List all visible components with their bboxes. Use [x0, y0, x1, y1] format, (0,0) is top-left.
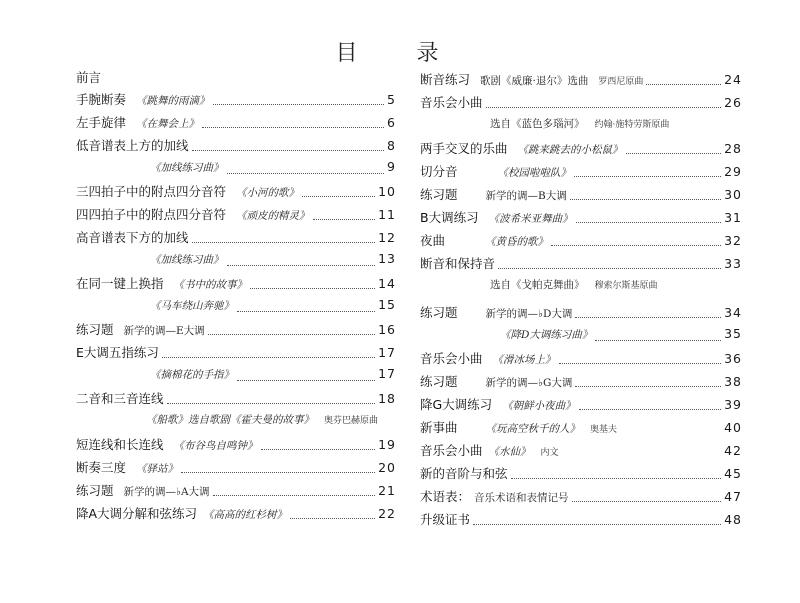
- toc-subtitle: 《书中的故事》: [173, 279, 248, 291]
- toc-entry[interactable]: [420, 326, 742, 349]
- leader-dots: [576, 222, 722, 223]
- toc-page-number: 30: [724, 187, 742, 202]
- toc-entry[interactable]: [420, 254, 742, 277]
- leader-dots: [162, 357, 375, 358]
- toc-heading: 新的音阶与和弦: [420, 466, 508, 481]
- toc-subtitle: 新学的调—B大调: [485, 190, 567, 202]
- toc-subtitle: 《船歌》选自歌剧《霍夫曼的故事》: [146, 414, 314, 426]
- leader-dots: [290, 518, 375, 519]
- toc-page-number: 22: [378, 506, 396, 521]
- toc-page-number: 45: [724, 466, 742, 481]
- toc-page-number: 8: [387, 138, 396, 153]
- toc-page-number: 15: [378, 297, 396, 312]
- toc-page-number: 17: [378, 345, 396, 360]
- toc-page-number: 31: [724, 210, 742, 225]
- toc-entry[interactable]: [420, 277, 742, 303]
- toc-page-number: 40: [724, 420, 742, 435]
- toc-page-number: 34: [724, 305, 742, 320]
- toc-heading: 降A大调分解和弦练习: [76, 506, 198, 521]
- leader-dots: [579, 409, 721, 410]
- toc-composer-note: 穆索尔斯基原曲: [594, 281, 658, 291]
- toc-page-number: 10: [378, 184, 396, 199]
- toc-heading: 练习题: [76, 483, 114, 498]
- toc-left-column: [76, 68, 396, 527]
- leader-dots: [261, 449, 376, 450]
- toc-entry[interactable]: [76, 389, 396, 412]
- toc-heading: 高音谱表下方的加线: [76, 230, 189, 245]
- leader-dots: [250, 288, 375, 289]
- toc-entry[interactable]: [76, 228, 396, 251]
- toc-entry[interactable]: [76, 458, 396, 481]
- toc-composer-note: 罗西尼原曲: [598, 77, 644, 87]
- toc-entry[interactable]: [76, 113, 396, 136]
- toc-subtitle: 《跳舞的雨滴》: [136, 95, 210, 107]
- toc-page-number: 9: [387, 159, 396, 174]
- toc-page-number: 47: [724, 489, 742, 504]
- toc-heading: 在同一键上换指: [76, 276, 164, 291]
- toc-subtitle: 《顽皮的精灵》: [236, 210, 310, 222]
- toc-page-number: 17: [378, 366, 396, 381]
- leader-dots: [202, 127, 384, 128]
- toc-entry[interactable]: [76, 251, 396, 274]
- toc-entry[interactable]: [420, 510, 742, 533]
- toc-subtitle: 《加线练习曲》: [150, 162, 224, 174]
- toc-subtitle: 新学的调—♭G大调: [485, 377, 573, 389]
- leader-dots: [575, 317, 721, 318]
- toc-entry[interactable]: [76, 90, 396, 113]
- leader-dots: [595, 340, 721, 341]
- toc-heading: 三四拍子中的附点四分音符: [76, 184, 227, 199]
- toc-heading: 断音练习: [420, 72, 471, 87]
- leader-dots: [208, 334, 375, 335]
- toc-heading: 前言: [76, 70, 102, 85]
- toc-entry[interactable]: [76, 159, 396, 182]
- toc-heading: 手腕断奏: [76, 92, 127, 107]
- toc-subtitle: 《跳来跳去的小松鼠》: [517, 144, 623, 156]
- leader-dots: [473, 524, 721, 525]
- toc-heading: 降G大调练习: [420, 397, 493, 412]
- leader-dots: [213, 104, 385, 105]
- leader-dots: [551, 245, 721, 246]
- toc-entry[interactable]: [420, 395, 742, 418]
- toc-subtitle: 《马车绕山奔驰》: [150, 300, 234, 312]
- page-title: 目 录: [335, 41, 465, 66]
- toc-subtitle: 《降D大调练习曲》: [500, 329, 593, 341]
- toc-heading: 二音和三音连线: [76, 391, 164, 406]
- toc-entry[interactable]: [76, 504, 396, 527]
- toc-subtitle: 《校园啦啦队》: [497, 167, 572, 179]
- toc-heading: 左手旋律: [76, 115, 127, 130]
- leader-dots: [237, 380, 375, 381]
- leader-dots: [570, 199, 721, 200]
- toc-entry[interactable]: [76, 182, 396, 205]
- leader-dots: [626, 153, 722, 154]
- toc-heading: 练习题: [420, 374, 458, 389]
- toc-subtitle: 《滑冰场上》: [492, 354, 556, 366]
- toc-page-number: 39: [724, 397, 742, 412]
- toc-entry[interactable]: [420, 139, 742, 162]
- toc-heading: 升级证书: [420, 512, 471, 527]
- toc-composer-note: 约翰·施特劳斯原曲: [594, 120, 670, 130]
- leader-dots: [237, 311, 375, 312]
- leader-dots: [167, 403, 376, 404]
- toc-subtitle: 《驿站》: [136, 463, 179, 475]
- toc-entry[interactable]: [420, 441, 742, 464]
- leader-dots: [213, 495, 376, 496]
- toc-heading: 夜曲: [420, 233, 446, 248]
- toc-entry[interactable]: [76, 343, 396, 366]
- toc-entry[interactable]: [420, 303, 742, 326]
- toc-page-number: 33: [724, 256, 742, 271]
- toc-entry[interactable]: [420, 116, 742, 139]
- toc-heading: 音乐会小曲: [420, 351, 483, 366]
- toc-page-number: 5: [387, 92, 396, 107]
- toc-composer-note: 内文: [540, 448, 559, 458]
- toc-page-number: 38: [724, 374, 742, 389]
- toc-page-number: 12: [378, 230, 396, 245]
- toc-heading: 新事曲: [420, 420, 458, 435]
- leader-dots: [313, 219, 376, 220]
- toc-subtitle: 音乐术语和表情记号: [474, 492, 569, 504]
- toc-page-number: 13: [378, 251, 396, 266]
- toc-composer-note: 奥芬巴赫原曲: [324, 416, 379, 426]
- toc-entry[interactable]: [420, 162, 742, 185]
- toc-page-number: 18: [378, 391, 396, 406]
- toc-subtitle: 《波希米亚舞曲》: [488, 213, 573, 225]
- leader-dots: [498, 268, 721, 269]
- toc-entry[interactable]: [420, 372, 742, 395]
- toc-page-number: 11: [378, 207, 396, 222]
- toc-subtitle: 《高高的红杉树》: [203, 509, 288, 521]
- toc-page-number: 48: [724, 512, 742, 527]
- leader-dots: [486, 107, 722, 108]
- leader-dots: [562, 455, 722, 456]
- toc-heading: 断奏三度: [76, 460, 127, 475]
- toc-page-number: 21: [378, 483, 396, 498]
- leader-dots: [227, 173, 385, 174]
- toc-page-number: 28: [724, 141, 742, 156]
- leader-dots: [574, 176, 721, 177]
- toc-page-number: 14: [378, 276, 396, 291]
- toc-subtitle: 《水仙》: [488, 446, 531, 458]
- toc-subtitle: 《在舞会上》: [136, 118, 200, 130]
- toc-page-number: 24: [724, 72, 742, 87]
- toc-heading: 术语表：: [420, 489, 471, 504]
- toc-page-number: 6: [387, 115, 396, 130]
- toc-page-number: 32: [724, 233, 742, 248]
- toc-heading: 两手交叉的乐曲: [420, 141, 508, 156]
- leader-dots: [620, 432, 721, 433]
- toc-subtitle: 《小河的歌》: [236, 187, 300, 199]
- leader-dots: [646, 84, 721, 85]
- leader-dots: [302, 196, 375, 197]
- toc-heading: E大调五指练习: [76, 345, 159, 360]
- toc-page-number: 42: [724, 443, 742, 458]
- toc-heading: 练习题: [420, 187, 458, 202]
- toc-subtitle: 新学的调—E大调: [123, 325, 205, 337]
- toc-page-number: 16: [378, 322, 396, 337]
- toc-subtitle: 《玩高空秋千的人》: [485, 423, 581, 435]
- toc-subtitle: 《朝鲜小夜曲》: [502, 400, 576, 412]
- toc-page-number: 26: [724, 95, 742, 110]
- toc-heading: 音乐会小曲: [420, 443, 483, 458]
- toc-subtitle: 《布谷鸟自鸣钟》: [173, 440, 258, 452]
- toc-entry[interactable]: [420, 464, 742, 487]
- toc-page-number: 19: [378, 437, 396, 452]
- toc-entry[interactable]: [420, 349, 742, 372]
- toc-entry[interactable]: [76, 136, 396, 159]
- toc-page-number: 36: [724, 351, 742, 366]
- toc-entry[interactable]: [420, 70, 742, 93]
- toc-entry[interactable]: [420, 418, 742, 441]
- toc-page-number: 20: [378, 460, 396, 475]
- toc-entry[interactable]: [76, 297, 396, 320]
- toc-entry[interactable]: [76, 320, 396, 343]
- toc-entry-preface[interactable]: [76, 68, 396, 90]
- toc-subtitle: 新学的调—♭D大调: [485, 308, 573, 320]
- toc-heading: 低音谱表上方的加线: [76, 138, 189, 153]
- toc-heading: 断音和保持音: [420, 256, 496, 271]
- toc-entry[interactable]: [76, 435, 396, 458]
- toc-subtitle: 歌剧《威廉·退尔》选曲: [480, 75, 589, 87]
- leader-dots: [227, 265, 376, 266]
- toc-heading: 切分音: [420, 164, 458, 179]
- toc-subtitle: 选自《蓝色多瑙河》: [490, 118, 585, 130]
- toc-heading: 音乐会小曲: [420, 95, 483, 110]
- toc-right-column: [420, 70, 742, 533]
- leader-dots: [192, 150, 385, 151]
- toc-page-number: 35: [724, 326, 742, 341]
- toc-subtitle: 新学的调—♭A大调: [123, 486, 210, 498]
- toc-subtitle: 《黄昏的歌》: [485, 236, 549, 248]
- leader-dots: [181, 472, 375, 473]
- toc-entry[interactable]: [76, 274, 396, 297]
- toc-subtitle: 选自《戈帕克舞曲》: [490, 279, 585, 291]
- toc-subtitle: 《加线练习曲》: [150, 254, 224, 266]
- toc-entry[interactable]: [420, 93, 742, 116]
- leader-dots: [572, 501, 722, 502]
- leader-dots: [511, 478, 722, 479]
- toc-entry[interactable]: [76, 412, 396, 435]
- toc-heading: B大调练习: [420, 210, 479, 225]
- toc-page-number: 29: [724, 164, 742, 179]
- toc-heading: 练习题: [420, 305, 458, 320]
- toc-heading: 练习题: [76, 322, 114, 337]
- toc-heading: 四四拍子中的附点四分音符: [76, 207, 227, 222]
- leader-dots: [192, 242, 376, 243]
- toc-entry[interactable]: [420, 487, 742, 510]
- toc-entry[interactable]: [420, 185, 742, 208]
- leader-dots: [575, 386, 721, 387]
- toc-entry[interactable]: [420, 231, 742, 254]
- toc-heading: 短连线和长连线: [76, 437, 164, 452]
- toc-composer-note: 奥基夫: [590, 425, 618, 435]
- toc-entry[interactable]: [76, 366, 396, 389]
- toc-entry[interactable]: [76, 481, 396, 504]
- leader-dots: [559, 363, 722, 364]
- toc-subtitle: 《摘棉花的手指》: [150, 369, 234, 381]
- toc-entry[interactable]: [420, 208, 742, 231]
- toc-entry[interactable]: [76, 205, 396, 228]
